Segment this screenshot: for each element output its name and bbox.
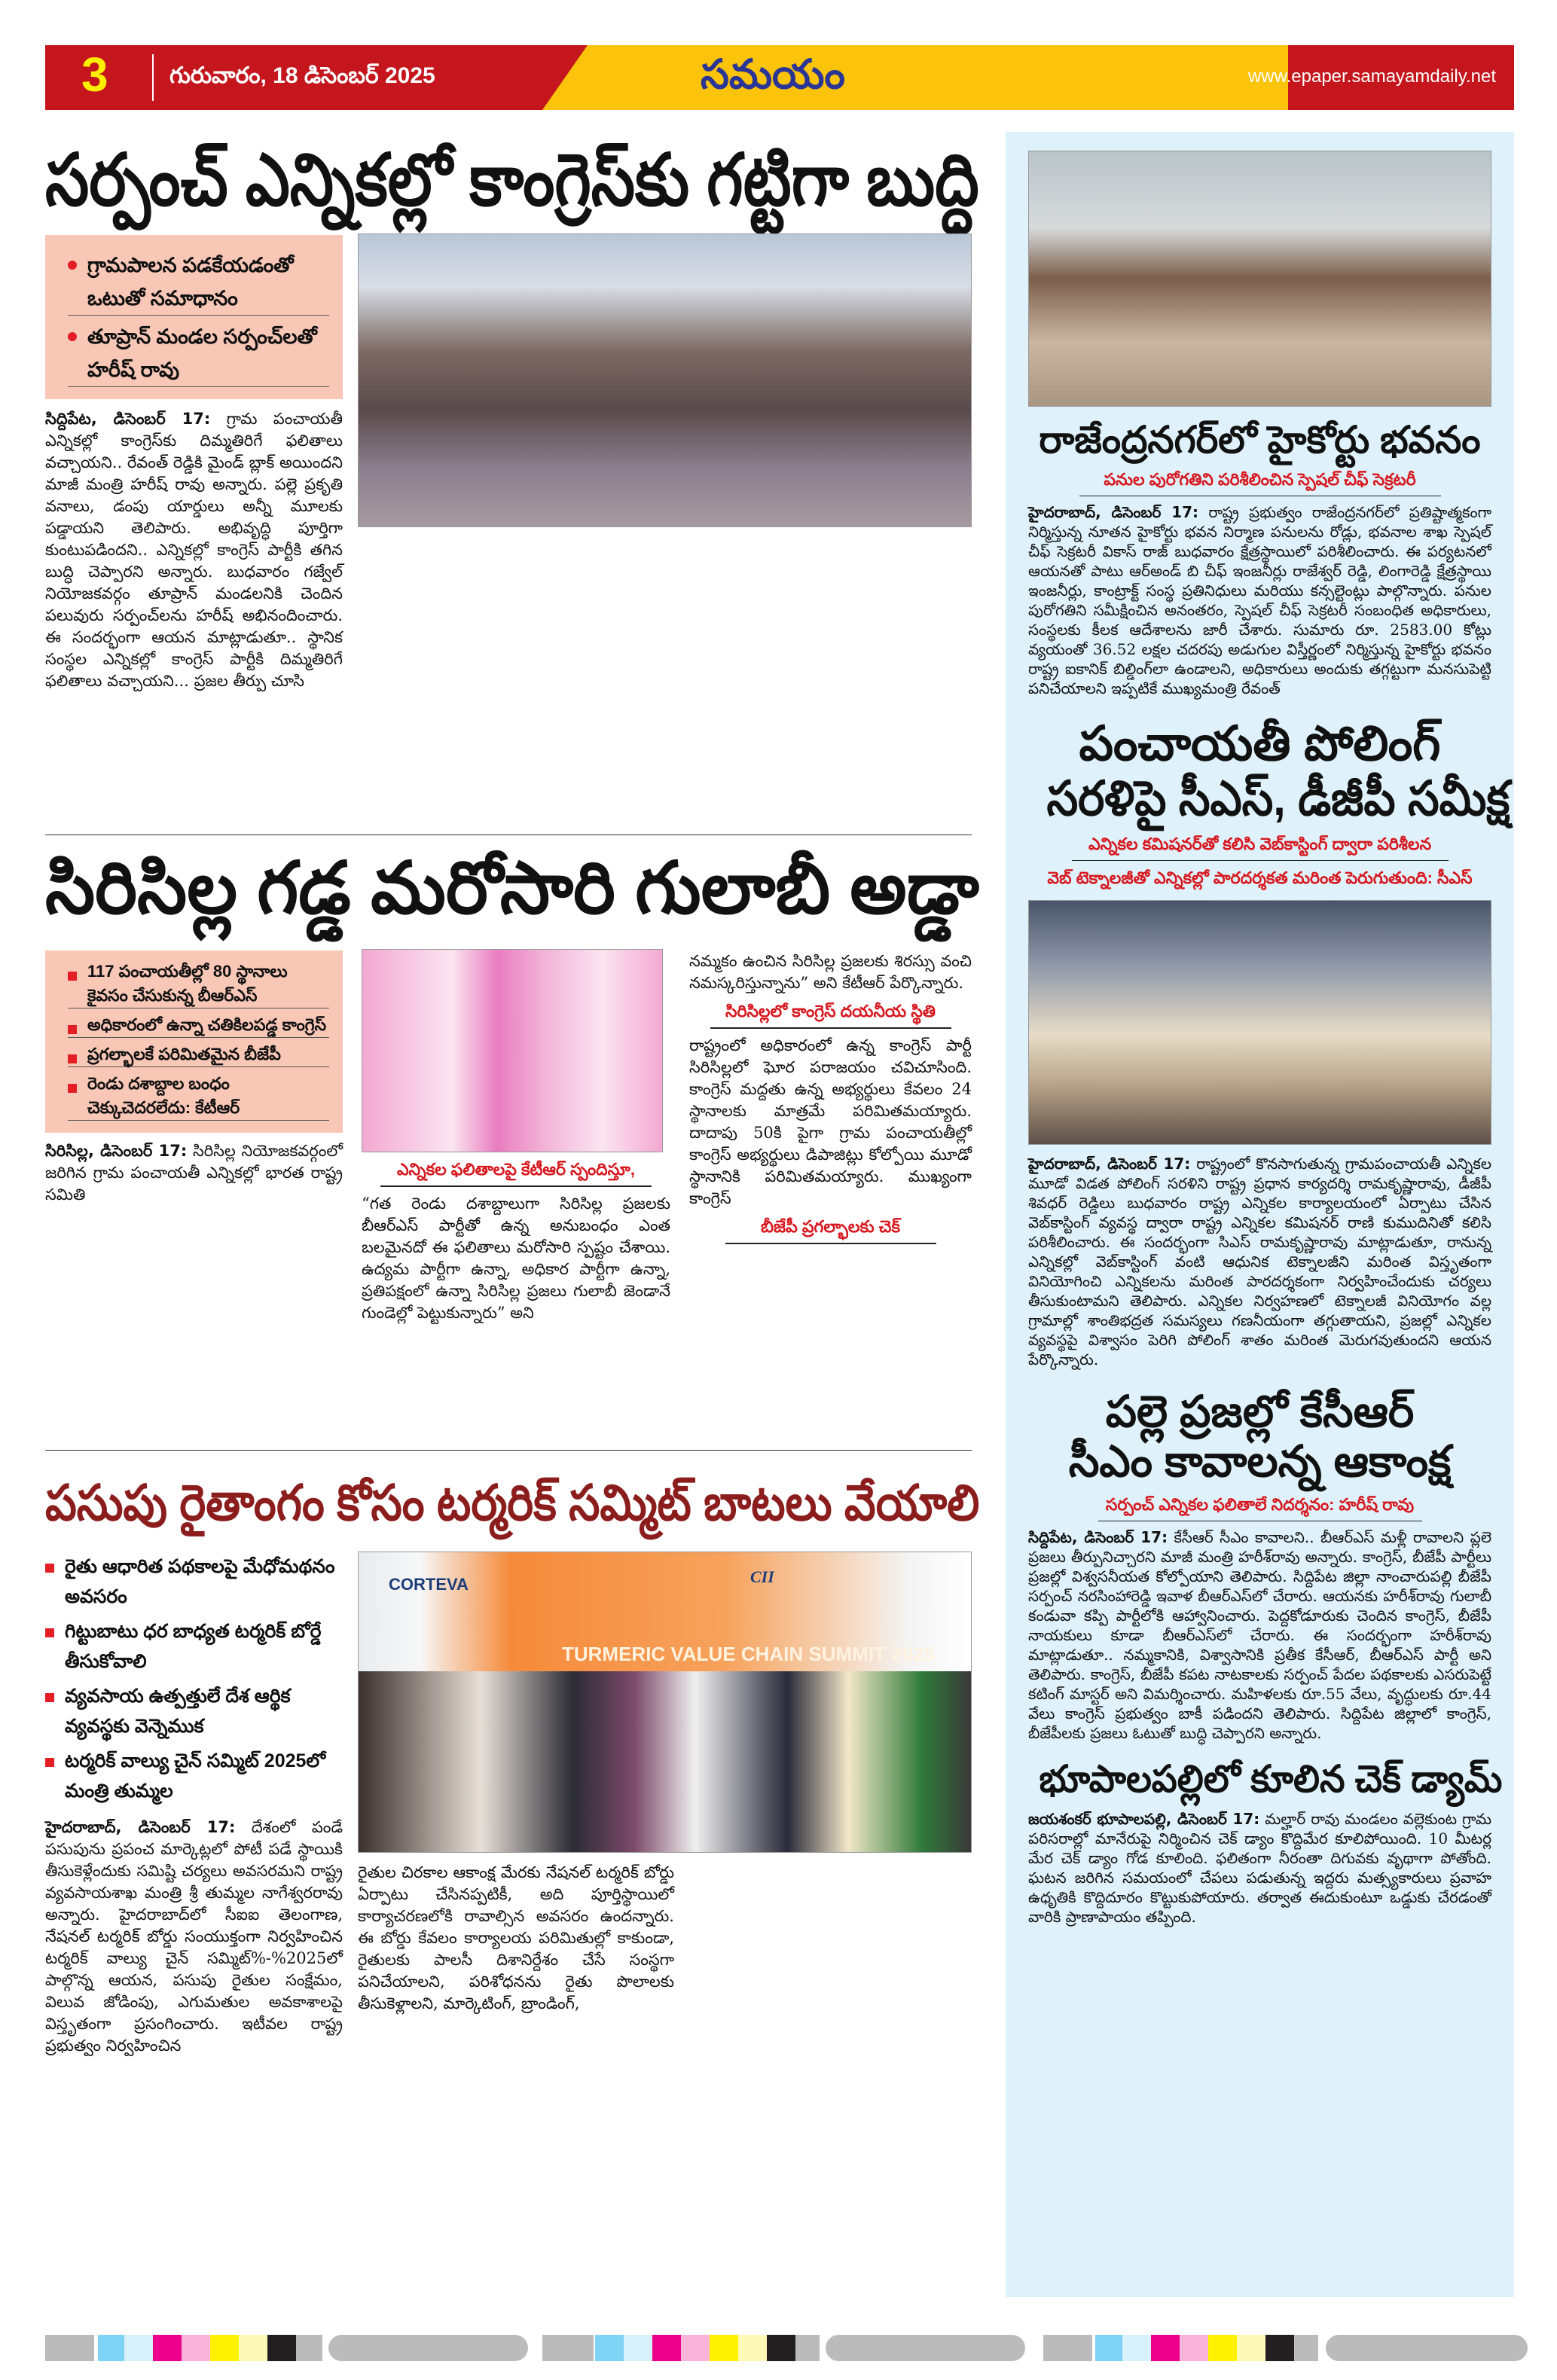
headline-sarpanch: సర్పంచ్ ఎన్నికల్లో కాంగ్రెస్‌కు గట్టిగా బుద్ధి [45,140,979,221]
dateline: హైదరాబాద్, డిసెంబర్ 17: [1028,1154,1191,1173]
article-body [45,408,343,692]
headline-kcr-line1: పల్లె ప్రజల్లో కేసీఆర్ [1105,1387,1415,1436]
article-body [1028,1154,1491,1369]
headline-polling-line1-wrap [1028,716,1491,772]
subhead: వెబ్ టెక్నాలజీతో ఎన్నికల్లో పారదర్శకత మరింత పెరుగుతుంది: సీఎస్ [1047,868,1473,887]
headline-highcourt: రాజేంద్రనగర్‌లో హైకోర్టు భవనం [1039,419,1481,461]
article-body: రాష్ట్రంలో అధికారంలో ఉన్న కాంగ్రెస్ పార్టీ సిరిసిల్లలో ఘోర పరాజయం చవిచూసింది. కాంగ్రెస్ మద్దతు ఉన్న అభ్యర్థులు కేవలం 24 స్థానాలకు మాత్రమే పరిమితమయ్యారు. దాదాపు 50కి పైగా గ్రామ పంచాయతీల్లో కాంగ్రెస్ అభ్యర్థులు డిపాజిట్లు కోల్పోయి మూడో స్థానానికి పరిమితమయ్యారు. ముఖ్యంగా కాంగ్రెస్ [689,1036,972,1207]
dateline: హైదరాబాద్, డిసెంబర్ 17: [45,1818,236,1836]
article-2-right-column [689,950,972,1250]
body-text: పేదల పథకాలకు ఎసరుపెట్టే కటింగ్ మాస్టర్ అని విమర్శించారు. మహిళలకు రూ.55 వేలు, వృద్ధులకు రూ.44 వేలు కాంగ్రెస్ ప్రభుత్వం బాకీ పడిందని తెలిపారు. సిద్దిపేట జిల్లాలో కాంగ్రెస్, బీజేపీలకు ప్రజలు ఓటుతో బుద్ధి చెప్పారని అన్నారు. [1028,1665,1492,1743]
subhead: సర్పంచ్ ఎన్నికల ఫలితాలే నిదర్శనం: హరీష్ రావు [1098,1494,1422,1521]
dateline: సిద్దిపేట, డిసెంబర్ 17: [1028,1528,1168,1547]
headline-kcr-line2-wrap [1028,1437,1491,1488]
highlights-box [45,235,343,399]
article-body: రైతుల చిరకాల ఆకాంక్ష మేరకు నేషనల్ టర్మరిక్ బోర్డు ఏర్పాటు చేసినప్పటికీ, అది పూర్తిస్థాయిలో కార్యాచరణలోకి రావాల్సిన అవసరం ఉందన్నారు. ఈ బోర్డు కేవలం కార్యాలయ పరిమితుల్లో కాకుండా, రైతులకు పాలసీ దిశానిర్దేశం చేసే సంస్థగా పనిచేయాలని, పరిశోధనను రైతు పొలాలకు తీసుకెళ్లాలని, మార్కెటింగ్, బ్రాండింగ్, [358,1863,674,2012]
masthead-logo: సమయం [701,52,845,97]
highlight-item: అధికారంలో ఉన్నా చతికిలపడ్డ కాంగ్రెస్ [68,1013,329,1038]
divider [152,54,154,101]
dateline: జయశంకర్ భూపాలపల్లి, డిసెంబర్ 17: [1028,1809,1260,1828]
subhead: సిరిసిల్లలో కాంగ్రెస్ దయనీయ స్థితి [710,1000,951,1029]
headline-turmeric: పసుపు రైతాంగం కోసం టర్మరిక్ సమ్మిట్ బాటలు వేయాలి [45,1475,980,1530]
headline-polling-line2-wrap [1028,771,1510,827]
dateline: హైదరాబాద్, డిసెంబర్ 17: [1028,502,1199,521]
body-text: రాష్ట్ర ప్రభుత్వం రాజేంద్రనగర్‌లో ప్రతిష్టాత్మకంగా నిర్మిస్తున్న నూతన హైకోర్టు భవన నిర్మాణ పనులను రోడ్లు, భవనాల శాఖ స్పెషల్ చీఫ్ సెక్రటరీ వికాస్ రాజ్ బుధవారం క్షేత్రస్థాయిలో పరిశీలించారు. ఈ పర్యటనలో ఆయనతో పాటు ఆర్‌అండ్ బి చీఫ్ ఇంజనీర్లు రాజేశ్వర్ రెడ్డి, లింగారెడ్డి క్షేత్రస్థాయి ఇంజనీర్లు, కాంట్రాక్ట్ సంస్థ ప్రతినిధులు మరియు కన్సల్టెంట్లు పాల్గొన్నారు. పనుల పురోగతిని సమీక్షించిన అనంతరం, స్పెషల్ చీఫ్ సెక్రటరీ సంబంధిత అధికారులు, సంస్థలకు కీలక ఆదేశాలను జారీ చేశారు. సుమారు రూ. 2583.00 కోట్లు వ్యయంతో 36.52 లక్షల చదరపు అడుగుల విస్తీర్ణంలో నిర్మిస్తున్న హైకోర్టు భవనం రాష్ట్ర ఐకానిక్ బిల్డింగ్‌లా ఉండాలని, అధికారులు అందుకు తగ్గట్టుగా మనసుపెట్టి పనిచేయాలని ఇప్పటికే ముఖ్యమంత్రి రేవంత్ [1028,502,1491,697]
article-body [45,1140,343,1206]
corteva-logo: CORTEVA [389,1575,469,1594]
summit-banner-text: TURMERIC VALUE CHAIN SUMMIT 2025 [562,1643,936,1665]
highlight-item: వ్యవసాయ ఉత్పత్తులే దేశ ఆర్థిక వ్యవస్థకు వెన్నెముక [45,1681,343,1741]
subhead: ఎన్నికల కమిషనర్‌తో కలిసి వెబ్‌కాస్టింగ్ ద్వారా పరిశీలన [1072,833,1449,861]
body-text: కేసీఆర్ సీఎం కావాలని.. బీఆర్ఎస్ మళ్లీ రావాలని ప్లలె ప్రజలు తీర్పునిచ్చారని మాజీ మంత్రి హరీశ్‌రావు అన్నారు. కాంగ్రెస్, బీజేపీ పార్టీలు ప్రజల్లో విశ్వసనీయత కోల్పోయాని తెలిపారు. సిద్దిపేట జిల్లా నాంచారుపల్లి బీజేపీ సర్పంచ్ నరసింహారెడ్డి ఇవాళ బీఆర్ఎస్‌లో చేరారు. ఆయనకు హరీశ్‌రావు గులాబీ కండువా కప్పి పార్టీలోకి ఆహ్వానించారు. పెద్దకోడూరుకు చెందిన కాంగ్రెస్, బీజేపీ నాయకులు కూడా బీఆర్ఎస్‌లో చేరారు. ఈ సందర్భంగా హరీశ్‌రావు మాట్లాడుతూ.. నమ్మకానికి, విశ్వాసానికి ప్రతీక కేసీఆర్, బీఆర్ఎస్ పార్టీ అని తెలిపారు. కాంగ్రెస్, బీజేపీ కపట నాటకాలకు సర్పంచ్ [1028,1528,1492,1684]
ktr-quote: “గత రెండు దశాబ్దాలుగా సిరిసిల్ల ప్రజలకు బీఆర్ఎస్ పార్టీతో ఉన్న అనుబంధం ఎంత బలమైనదో ఈ ఫలితాలు మరోసారి స్పష్టం చేశాయి. ఉద్యమ పార్టీగా ఉన్నా, అధికార పార్టీగా ఉన్నా, ప్రతిపక్షంలో ఉన్నా సిరిసిల్ల ప్రజలు గులాబీ జెండానే గుండెల్లో పెట్టుకున్నారు” అని [362,1195,670,1322]
right-sidebar [1006,132,1514,2297]
article-2-left-column [45,950,343,1206]
headline-highcourt-wrap [1028,419,1491,462]
body-text: సిరిసిల్ల నియోజకవర్గంలో జరిగిన గ్రామ పంచాయతీ ఎన్నికల్లో భారత రాష్ట్ర సమితి [45,1142,343,1204]
article-3-left-column [45,1552,343,2057]
group-of-people [359,1671,971,1852]
article-body [1028,502,1491,698]
photo-ktr [362,949,663,1152]
article-2-middle-column [362,949,670,1324]
highlight-item: గిట్టుబాటు ధర బాధ్యత టర్మరిక్ బోర్డే తీసుకోవాలి [45,1616,343,1677]
highlights-box [45,950,343,1133]
article-body [45,1817,343,2057]
cii-logo: CII [750,1567,774,1586]
highlight-item: గ్రామపాలన పడకేయడంతో ఒటుతో సమాధానం [68,249,329,316]
highlight-item: రైతు ఆధారిత పథకాలపై మేధోమథనం అవసరం [45,1552,343,1612]
page-number: 3 [81,47,108,102]
highlight-item: తూప్రాన్ మండల సర్పంచ్‌లతో హరీష్ రావు [68,320,329,387]
headline-polling-line1: పంచాయతీ పోలింగ్ [1079,716,1441,770]
headline-turmeric-wrap [45,1475,979,1532]
highlight-item: రెండు దశాబ్దాల బంధం చెక్కుచెదరలేదు: కేటీఆర్ [68,1072,329,1121]
photo-turmeric-summit [358,1552,972,1853]
header-yellow-band [542,45,1288,110]
epaper-url[interactable]: www.epaper.samayamdaily.net [1247,66,1496,87]
article-body [1028,1809,1491,1927]
article-1-column [45,235,343,692]
headline-checkdam: భూపాలపల్లిలో కూలిన చెక్ డ్యామ్ [1039,1758,1503,1801]
issue-date: గురువారం, 18 డిసెంబర్ 2025 [169,63,435,88]
dateline: సిద్దిపేట, డిసెంబర్ 17: [45,410,211,428]
photo-harish-meeting [358,233,972,527]
photo-webcasting-review [1028,900,1491,1145]
subhead: బీజేపీ ప్రగల్భాలకు చెక్ [725,1216,936,1244]
ktr-quote-end: నమ్మకం ఉంచిన సిరిసిల్ల ప్రజలకు శిరస్సు వంచి నమస్కరిస్తున్నాను” అని కేటీఆర్ పేర్కొన్నారు. [689,952,972,992]
photo-highcourt-inspection [1028,151,1491,407]
highlight-item: టర్మరిక్ వాల్యు చైన్ సమ్మిట్ 2025లో మంత్రి తుమ్మల [45,1746,343,1806]
headline-kcr-line2: సీఎం కావాలన్న ఆకాంక్ష [1068,1437,1452,1487]
body-text: మల్హార్ రావు మండలం వల్లెకుంట గ్రామ పరిసరాల్లో మానేరుపై నిర్మించిన చెక్ డ్యాం కొద్దిమేర కూలిపోయింది. 10 మీటర్ల మేర చెక్ డ్యాం గోడ కూలింది. ఫలితంగా నీరంతా దిగువకు వృథాగా పోతోంది. ఘటన జరిగిన సమయంలో చేపలు పడుతున్న ఇద్దరు మత్స్యకారులు ప్రవాహ ఉధృతికి కొద్దిదూరం కొట్టుకుపోయారు. తర్వాత ఈదుకుంటూ ఒడ్డుకు చేరడంతో వారికి ప్రాణాపాయం తప్పింది. [1028,1809,1491,1926]
article-body [1028,1527,1491,1743]
headline-checkdam-wrap [1028,1758,1503,1802]
body-text: దేశంలో పండే పసుపును ప్రపంచ మార్కెట్లలో పోటీ పడే స్థాయికి తీసుకెళ్లేందుకు సమిష్టి చర్యలు అవసరమని రాష్ట్ర వ్యవసాయశాఖ మంత్రి శ్రీ తుమ్మల నాగేశ్వరరావు అన్నారు. హైదరాబాద్‌లో సీఐఐ తెలంగాణ, నేషనల్ టర్మరిక్ బోర్డు సంయుక్తంగా నిర్వహించిన టర్మరిక్ వాల్యు చైన్ సమ్మిట్%-%2025లో పాల్గొన్న ఆయన, పసుపు రైతుల సంక్షేమం, విలువ జోడింపు, ఎగుమతుల అవకాశాలపై విస్తృతంగా ప్రసంగించారు. ఇటీవల రాష్ట్ర ప్రభుత్వం నిర్వహించిన [45,1818,343,2055]
dateline: సిరిసిల్ల, డిసెంబర్ 17: [45,1142,188,1160]
highlight-item: ప్రగల్భాలకే పరిమితమైన బీజేపీ [68,1042,329,1067]
highlight-item: 117 పంచాయతీల్లో 80 స్థానాలు కైవసం చేసుకున్న బీఆర్ఎస్ [68,960,329,1008]
headline-sircilla-wrap [45,847,979,930]
page-header [45,45,1514,110]
body-text: గ్రామ పంచాయతీ ఎన్నికల్లో కాంగ్రెస్‌కు దిమ్మతిరిగే ఫలితాలు వచ్చాయని.. రేవంత్ రెడ్డికి మైండ్ బ్లాక్ అయిందని మాజీ మంత్రి హరీష్ రావు అన్నారు. పల్లె ప్రకృతి వనాలు, డంపు యార్డులు అన్నీ మూలకు పడ్డాయని తెలిపారు. అభివృద్ధి పూర్తిగా కుంటుపడిందని.. ఎన్నికల్లో కాంగ్రెస్ పార్టీకి తగిన బుద్ధి చెప్పారని అన్నారు. బుధవారం గజ్వేల్ నియోజకవర్గం తూప్రాన్ మండలనికి చెందిన పలువురు సర్పంచ్‌లను హరీష్ అభినందించారు. ఈ సందర్భంగా ఆయన మాట్లాడుతూ.. స్థానిక సంస్థల ఎన్నికల్లో కాంగ్రెస్ పార్టీకి దిమ్మతిరిగే ఫలితాలు వచ్చాయని... ప్రజల తీర్పు చూసి [45,410,343,690]
headline-polling-line2: సరళిపై సీఎస్, డీజీపీ సమీక్ష [1046,771,1510,826]
divider [45,1450,972,1451]
headline-kcr-line1-wrap [1028,1387,1491,1438]
headline-sircilla: సిరిసిల్ల గడ్డ మరోసారి గులాబీ అడ్డా [45,848,979,929]
photo-caption: ఎన్నికల ఫలితాలపై కేటీఆర్ స్పందిస్తూ, [380,1158,652,1187]
subhead: పనుల పురోగతిని పరిశీలించిన స్పెషల్ చీఫ్ సెక్రటరీ [1079,468,1441,496]
headline-sarpanch-wrap [45,139,979,222]
body-text: రాష్ట్రంలో కొనసాగుతున్న గ్రామపంచాయతీ ఎన్నికల మూడో విడత పోలింగ్ సరళిని రాష్ట్ర ప్రధాన కార్యదర్శి రామకృష్ణారావు, డీజీపీ శివధర్ రెడ్డిలు బుధవారం రాష్ట్ర ఎన్నికల కార్యాలయంలో ఏర్పాటు చేసిన వెబ్‌కాస్టింగ్ వ్యవస్థ ద్వారా రాష్ట్ర ఎన్నికల కమిషనర్ రాణి కుముదినితో కలిసి పరిశీలించారు. ఈ సందర్భంగా సిఎస్ రామకృష్ణారావు మాట్లాడుతూ, రానున్న ఎన్నికల్లో వెబ్‌కాస్టింగ్ వంటి ఆధునిక టెక్నాలజీని మరింత విస్తృతంగా వినియోగించి ఎన్నికలను మరింత పారదర్శకంగా నిర్వహించేందుకు చర్యలు తీసుకుంటామని తెలిపారు. ఎన్నికల నిర్వహణలో టెక్నాలజీ వినియోగం వల్ల గ్రామాల్లో శాంతిభద్రత సమస్యలు గణనీయంగా తగ్గుతాయని, ప్రజల్లో ఎన్నికల వ్యవస్థపై విశ్వాసం పెరిగి పోలింగ్ శాతం మరింత మెరుగవుతుందని ఆయన పేర్కొన్నారు. [1028,1154,1491,1368]
